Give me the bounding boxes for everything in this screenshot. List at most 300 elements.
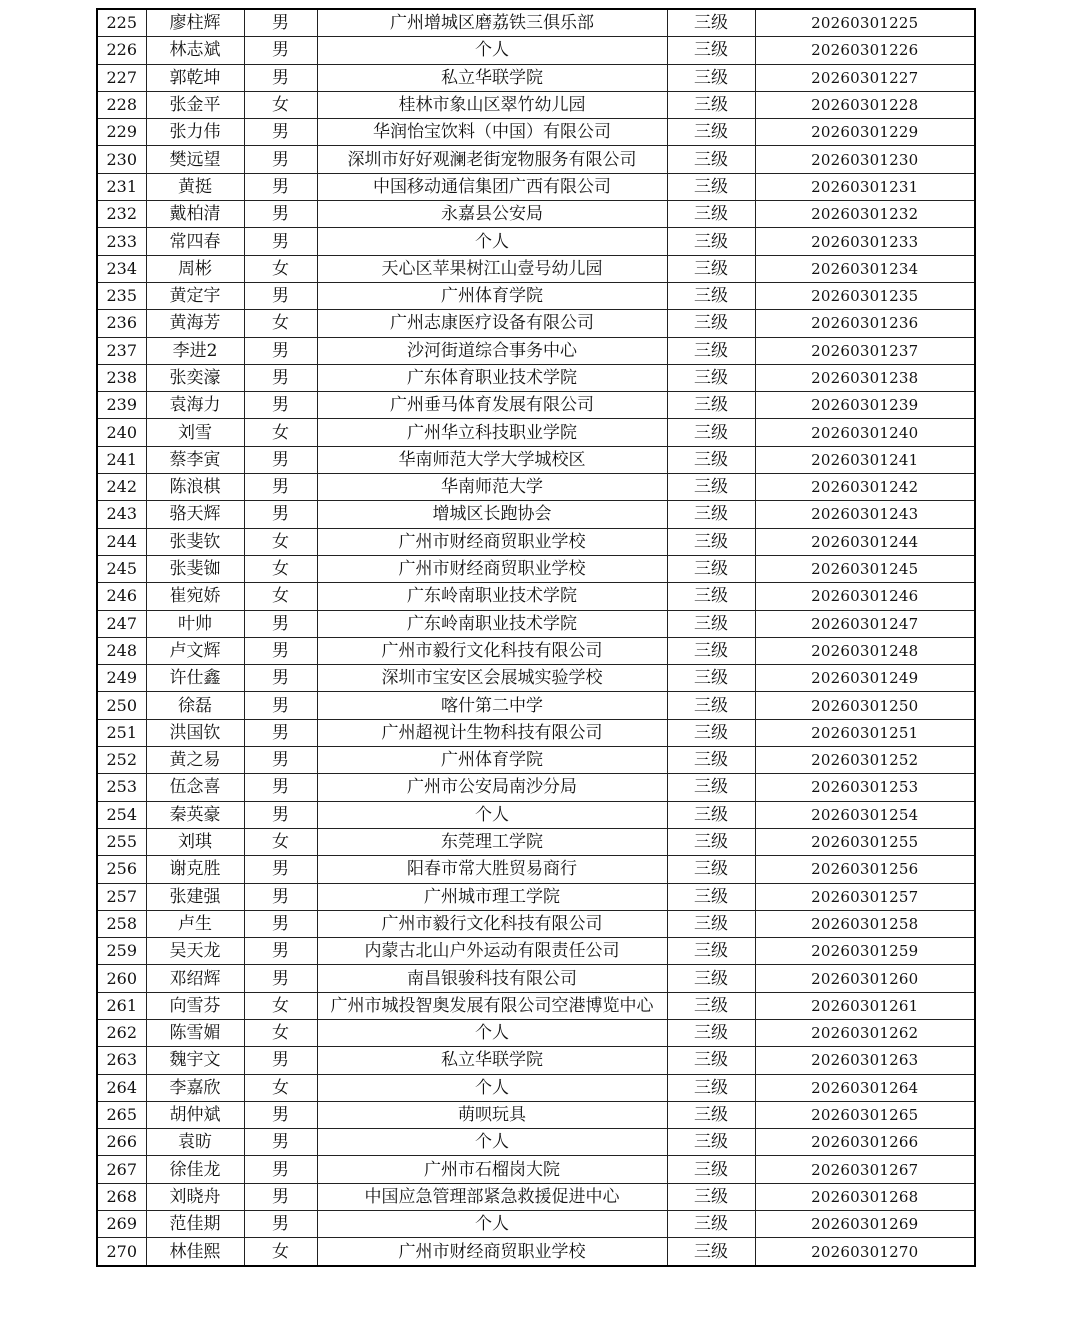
organization-cell: 阳春市常大胜贸易商行 [317,856,667,883]
row-number-cell: 259 [97,938,146,965]
organization-cell: 广州城市理工学院 [317,883,667,910]
certificate-number-cell: 20260301260 [755,965,975,992]
gender-cell: 男 [244,474,317,501]
row-number-cell: 236 [97,310,146,337]
certificate-number-cell: 20260301247 [755,610,975,637]
level-cell: 三级 [667,856,755,883]
level-cell: 三级 [667,1129,755,1156]
certificate-number-cell: 20260301265 [755,1101,975,1128]
gender-cell: 男 [244,1183,317,1210]
level-cell: 三级 [667,965,755,992]
person-name-cell: 袁昉 [146,1129,244,1156]
level-cell: 三级 [667,1047,755,1074]
table-row [97,501,975,528]
organization-cell: 广州市城投智奥发展有限公司空港博览中心 [317,992,667,1019]
row-number-cell: 238 [97,364,146,391]
row-number-cell: 263 [97,1047,146,1074]
person-name-cell: 吴天龙 [146,938,244,965]
gender-cell: 男 [244,910,317,937]
person-name-cell: 张斐钦 [146,528,244,555]
row-number-cell: 227 [97,64,146,91]
certificate-number-cell: 20260301244 [755,528,975,555]
person-name-cell: 郭乾坤 [146,64,244,91]
row-number-cell: 265 [97,1101,146,1128]
organization-cell: 华南师范大学大学城校区 [317,446,667,473]
table-row [97,419,975,446]
gender-cell: 女 [244,555,317,582]
level-cell: 三级 [667,883,755,910]
certificate-number-cell: 20260301236 [755,310,975,337]
table-row [97,774,975,801]
table-row [97,446,975,473]
organization-cell: 广州增城区磨荔铁三俱乐部 [317,9,667,37]
person-name-cell: 秦英豪 [146,801,244,828]
row-number-cell: 252 [97,747,146,774]
level-cell: 三级 [667,392,755,419]
table-row [97,856,975,883]
gender-cell: 女 [244,1019,317,1046]
person-name-cell: 张金平 [146,91,244,118]
row-number-cell: 258 [97,910,146,937]
level-cell: 三级 [667,337,755,364]
row-number-cell: 264 [97,1074,146,1101]
organization-cell: 广州市毅行文化科技有限公司 [317,637,667,664]
certificate-number-cell: 20260301245 [755,555,975,582]
level-cell: 三级 [667,692,755,719]
gender-cell: 男 [244,201,317,228]
certificate-number-cell: 20260301263 [755,1047,975,1074]
table-row [97,801,975,828]
level-cell: 三级 [667,446,755,473]
table-row [97,1183,975,1210]
organization-cell: 个人 [317,37,667,64]
row-number-cell: 255 [97,828,146,855]
person-name-cell: 卢文辉 [146,637,244,664]
certificate-number-cell: 20260301243 [755,501,975,528]
level-cell: 三级 [667,1211,755,1238]
table-row [97,938,975,965]
gender-cell: 男 [244,1101,317,1128]
certificate-number-cell: 20260301249 [755,665,975,692]
organization-cell: 个人 [317,801,667,828]
row-number-cell: 253 [97,774,146,801]
person-name-cell: 廖柱辉 [146,9,244,37]
person-name-cell: 胡仲斌 [146,1101,244,1128]
level-cell: 三级 [667,828,755,855]
gender-cell: 女 [244,1238,317,1266]
row-number-cell: 233 [97,228,146,255]
certificate-number-cell: 20260301227 [755,64,975,91]
organization-cell: 广州超视计生物科技有限公司 [317,719,667,746]
row-number-cell: 232 [97,201,146,228]
certificate-number-cell: 20260301233 [755,228,975,255]
level-cell: 三级 [667,1019,755,1046]
table-row [97,392,975,419]
gender-cell: 女 [244,992,317,1019]
level-cell: 三级 [667,1183,755,1210]
level-cell: 三级 [667,665,755,692]
row-number-cell: 226 [97,37,146,64]
organization-cell: 深圳市宝安区会展城实验学校 [317,665,667,692]
person-name-cell: 许仕鑫 [146,665,244,692]
certificate-number-cell: 20260301266 [755,1129,975,1156]
person-name-cell: 黄定宇 [146,282,244,309]
gender-cell: 男 [244,692,317,719]
gender-cell: 男 [244,282,317,309]
organization-cell: 中国移动通信集团广西有限公司 [317,173,667,200]
certificate-number-cell: 20260301225 [755,9,975,37]
gender-cell: 男 [244,392,317,419]
table-row [97,1047,975,1074]
organization-cell: 广州市财经商贸职业学校 [317,555,667,582]
organization-cell: 广东岭南职业技术学院 [317,610,667,637]
row-number-cell: 246 [97,583,146,610]
table-row [97,9,975,37]
table-row [97,1238,975,1266]
organization-cell: 中国应急管理部紧急救援促进中心 [317,1183,667,1210]
certificate-number-cell: 20260301240 [755,419,975,446]
table-row [97,310,975,337]
level-cell: 三级 [667,555,755,582]
level-cell: 三级 [667,938,755,965]
level-cell: 三级 [667,37,755,64]
person-name-cell: 李嘉欣 [146,1074,244,1101]
gender-cell: 女 [244,1074,317,1101]
organization-cell: 南昌银骏科技有限公司 [317,965,667,992]
organization-cell: 广州垂马体育发展有限公司 [317,392,667,419]
roster-body [97,9,975,1266]
level-cell: 三级 [667,91,755,118]
row-number-cell: 243 [97,501,146,528]
row-number-cell: 234 [97,255,146,282]
table-row [97,719,975,746]
person-name-cell: 张建强 [146,883,244,910]
level-cell: 三级 [667,228,755,255]
gender-cell: 男 [244,228,317,255]
organization-cell: 个人 [317,1211,667,1238]
person-name-cell: 张斐铷 [146,555,244,582]
person-name-cell: 李进2 [146,337,244,364]
person-name-cell: 林志斌 [146,37,244,64]
gender-cell: 男 [244,883,317,910]
person-name-cell: 刘琪 [146,828,244,855]
table-row [97,883,975,910]
level-cell: 三级 [667,1156,755,1183]
gender-cell: 男 [244,446,317,473]
certificate-number-cell: 20260301238 [755,364,975,391]
roster-table [96,8,976,1267]
row-number-cell: 262 [97,1019,146,1046]
table-row [97,637,975,664]
organization-cell: 喀什第二中学 [317,692,667,719]
person-name-cell: 崔宛娇 [146,583,244,610]
organization-cell: 萌呗玩具 [317,1101,667,1128]
person-name-cell: 徐佳龙 [146,1156,244,1183]
level-cell: 三级 [667,501,755,528]
certificate-number-cell: 20260301234 [755,255,975,282]
organization-cell: 广州市公安局南沙分局 [317,774,667,801]
row-number-cell: 261 [97,992,146,1019]
level-cell: 三级 [667,282,755,309]
row-number-cell: 256 [97,856,146,883]
organization-cell: 私立华联学院 [317,64,667,91]
table-row [97,1019,975,1046]
certificate-number-cell: 20260301242 [755,474,975,501]
organization-cell: 广州体育学院 [317,747,667,774]
person-name-cell: 周彬 [146,255,244,282]
certificate-number-cell: 20260301251 [755,719,975,746]
organization-cell: 广州体育学院 [317,282,667,309]
table-row [97,282,975,309]
person-name-cell: 常四春 [146,228,244,255]
table-row [97,119,975,146]
row-number-cell: 239 [97,392,146,419]
level-cell: 三级 [667,992,755,1019]
table-row [97,910,975,937]
level-cell: 三级 [667,255,755,282]
gender-cell: 男 [244,146,317,173]
table-row [97,583,975,610]
gender-cell: 男 [244,747,317,774]
gender-cell: 男 [244,64,317,91]
gender-cell: 男 [244,719,317,746]
person-name-cell: 陈浪棋 [146,474,244,501]
row-number-cell: 241 [97,446,146,473]
row-number-cell: 254 [97,801,146,828]
organization-cell: 个人 [317,228,667,255]
level-cell: 三级 [667,583,755,610]
certificate-number-cell: 20260301250 [755,692,975,719]
row-number-cell: 240 [97,419,146,446]
organization-cell: 广东体育职业技术学院 [317,364,667,391]
table-row [97,337,975,364]
certificate-number-cell: 20260301232 [755,201,975,228]
gender-cell: 男 [244,1129,317,1156]
gender-cell: 男 [244,119,317,146]
certificate-number-cell: 20260301252 [755,747,975,774]
row-number-cell: 266 [97,1129,146,1156]
person-name-cell: 陈雪媚 [146,1019,244,1046]
organization-cell: 东莞理工学院 [317,828,667,855]
organization-cell: 桂林市象山区翠竹幼儿园 [317,91,667,118]
table-row [97,528,975,555]
table-row [97,201,975,228]
level-cell: 三级 [667,201,755,228]
gender-cell: 女 [244,91,317,118]
certificate-number-cell: 20260301237 [755,337,975,364]
level-cell: 三级 [667,1074,755,1101]
organization-cell: 广州市石榴岗大院 [317,1156,667,1183]
certificate-number-cell: 20260301256 [755,856,975,883]
row-number-cell: 242 [97,474,146,501]
gender-cell: 男 [244,501,317,528]
table-row [97,747,975,774]
row-number-cell: 260 [97,965,146,992]
level-cell: 三级 [667,364,755,391]
table-row [97,555,975,582]
level-cell: 三级 [667,474,755,501]
table-row [97,1129,975,1156]
gender-cell: 男 [244,637,317,664]
table-row [97,228,975,255]
level-cell: 三级 [667,910,755,937]
gender-cell: 女 [244,419,317,446]
table-row [97,992,975,1019]
table-row [97,965,975,992]
gender-cell: 男 [244,337,317,364]
certificate-number-cell: 20260301229 [755,119,975,146]
level-cell: 三级 [667,9,755,37]
table-row [97,255,975,282]
person-name-cell: 袁海力 [146,392,244,419]
level-cell: 三级 [667,1238,755,1266]
level-cell: 三级 [667,310,755,337]
certificate-number-cell: 20260301246 [755,583,975,610]
gender-cell: 男 [244,965,317,992]
gender-cell: 男 [244,774,317,801]
organization-cell: 增城区长跑协会 [317,501,667,528]
person-name-cell: 张力伟 [146,119,244,146]
person-name-cell: 魏宇文 [146,1047,244,1074]
table-row [97,1211,975,1238]
certificate-number-cell: 20260301264 [755,1074,975,1101]
organization-cell: 个人 [317,1019,667,1046]
row-number-cell: 231 [97,173,146,200]
gender-cell: 男 [244,801,317,828]
certificate-number-cell: 20260301248 [755,637,975,664]
person-name-cell: 徐磊 [146,692,244,719]
gender-cell: 男 [244,665,317,692]
gender-cell: 男 [244,1211,317,1238]
gender-cell: 女 [244,583,317,610]
gender-cell: 男 [244,173,317,200]
gender-cell: 女 [244,828,317,855]
row-number-cell: 250 [97,692,146,719]
person-name-cell: 张奕濠 [146,364,244,391]
organization-cell: 天心区苹果树江山壹号幼儿园 [317,255,667,282]
gender-cell: 女 [244,310,317,337]
certificate-number-cell: 20260301255 [755,828,975,855]
gender-cell: 男 [244,856,317,883]
person-name-cell: 黄之易 [146,747,244,774]
certificate-number-cell: 20260301254 [755,801,975,828]
table-row [97,474,975,501]
certificate-number-cell: 20260301257 [755,883,975,910]
certificate-number-cell: 20260301228 [755,91,975,118]
table-row [97,64,975,91]
level-cell: 三级 [667,173,755,200]
row-number-cell: 270 [97,1238,146,1266]
organization-cell: 华润怡宝饮料（中国）有限公司 [317,119,667,146]
level-cell: 三级 [667,528,755,555]
organization-cell: 广州华立科技职业学院 [317,419,667,446]
table-row [97,364,975,391]
certificate-number-cell: 20260301258 [755,910,975,937]
certificate-number-cell: 20260301235 [755,282,975,309]
row-number-cell: 228 [97,91,146,118]
person-name-cell: 蔡李寅 [146,446,244,473]
table-row [97,37,975,64]
gender-cell: 男 [244,37,317,64]
level-cell: 三级 [667,801,755,828]
gender-cell: 男 [244,9,317,37]
person-name-cell: 刘晓舟 [146,1183,244,1210]
organization-cell: 广州市财经商贸职业学校 [317,528,667,555]
person-name-cell: 叶帅 [146,610,244,637]
gender-cell: 男 [244,364,317,391]
table-row [97,1101,975,1128]
organization-cell: 深圳市好好观澜老街宠物服务有限公司 [317,146,667,173]
person-name-cell: 黄海芳 [146,310,244,337]
row-number-cell: 229 [97,119,146,146]
certificate-number-cell: 20260301253 [755,774,975,801]
certificate-number-cell: 20260301241 [755,446,975,473]
person-name-cell: 范佳期 [146,1211,244,1238]
row-number-cell: 257 [97,883,146,910]
certificate-number-cell: 20260301262 [755,1019,975,1046]
row-number-cell: 249 [97,665,146,692]
person-name-cell: 刘雪 [146,419,244,446]
row-number-cell: 247 [97,610,146,637]
person-name-cell: 谢克胜 [146,856,244,883]
certificate-number-cell: 20260301268 [755,1183,975,1210]
person-name-cell: 卢生 [146,910,244,937]
level-cell: 三级 [667,637,755,664]
gender-cell: 男 [244,1047,317,1074]
organization-cell: 内蒙古北山户外运动有限责任公司 [317,938,667,965]
organization-cell: 个人 [317,1129,667,1156]
organization-cell: 个人 [317,1074,667,1101]
gender-cell: 女 [244,255,317,282]
organization-cell: 广州市财经商贸职业学校 [317,1238,667,1266]
person-name-cell: 洪国钦 [146,719,244,746]
person-name-cell: 林佳熙 [146,1238,244,1266]
table-row [97,173,975,200]
level-cell: 三级 [667,119,755,146]
certificate-number-cell: 20260301259 [755,938,975,965]
certificate-number-cell: 20260301239 [755,392,975,419]
organization-cell: 私立华联学院 [317,1047,667,1074]
table-row [97,1156,975,1183]
person-name-cell: 向雪芬 [146,992,244,1019]
organization-cell: 华南师范大学 [317,474,667,501]
table-row [97,1074,975,1101]
person-name-cell: 邓绍辉 [146,965,244,992]
row-number-cell: 245 [97,555,146,582]
row-number-cell: 251 [97,719,146,746]
gender-cell: 男 [244,1156,317,1183]
organization-cell: 永嘉县公安局 [317,201,667,228]
organization-cell: 广州志康医疗设备有限公司 [317,310,667,337]
table-row [97,146,975,173]
row-number-cell: 230 [97,146,146,173]
row-number-cell: 269 [97,1211,146,1238]
row-number-cell: 268 [97,1183,146,1210]
level-cell: 三级 [667,774,755,801]
level-cell: 三级 [667,610,755,637]
row-number-cell: 237 [97,337,146,364]
certificate-number-cell: 20260301270 [755,1238,975,1266]
person-name-cell: 黄挺 [146,173,244,200]
row-number-cell: 235 [97,282,146,309]
certificate-number-cell: 20260301269 [755,1211,975,1238]
certificate-number-cell: 20260301230 [755,146,975,173]
person-name-cell: 骆天辉 [146,501,244,528]
organization-cell: 广州市毅行文化科技有限公司 [317,910,667,937]
table-row [97,665,975,692]
certificate-number-cell: 20260301226 [755,37,975,64]
gender-cell: 男 [244,610,317,637]
